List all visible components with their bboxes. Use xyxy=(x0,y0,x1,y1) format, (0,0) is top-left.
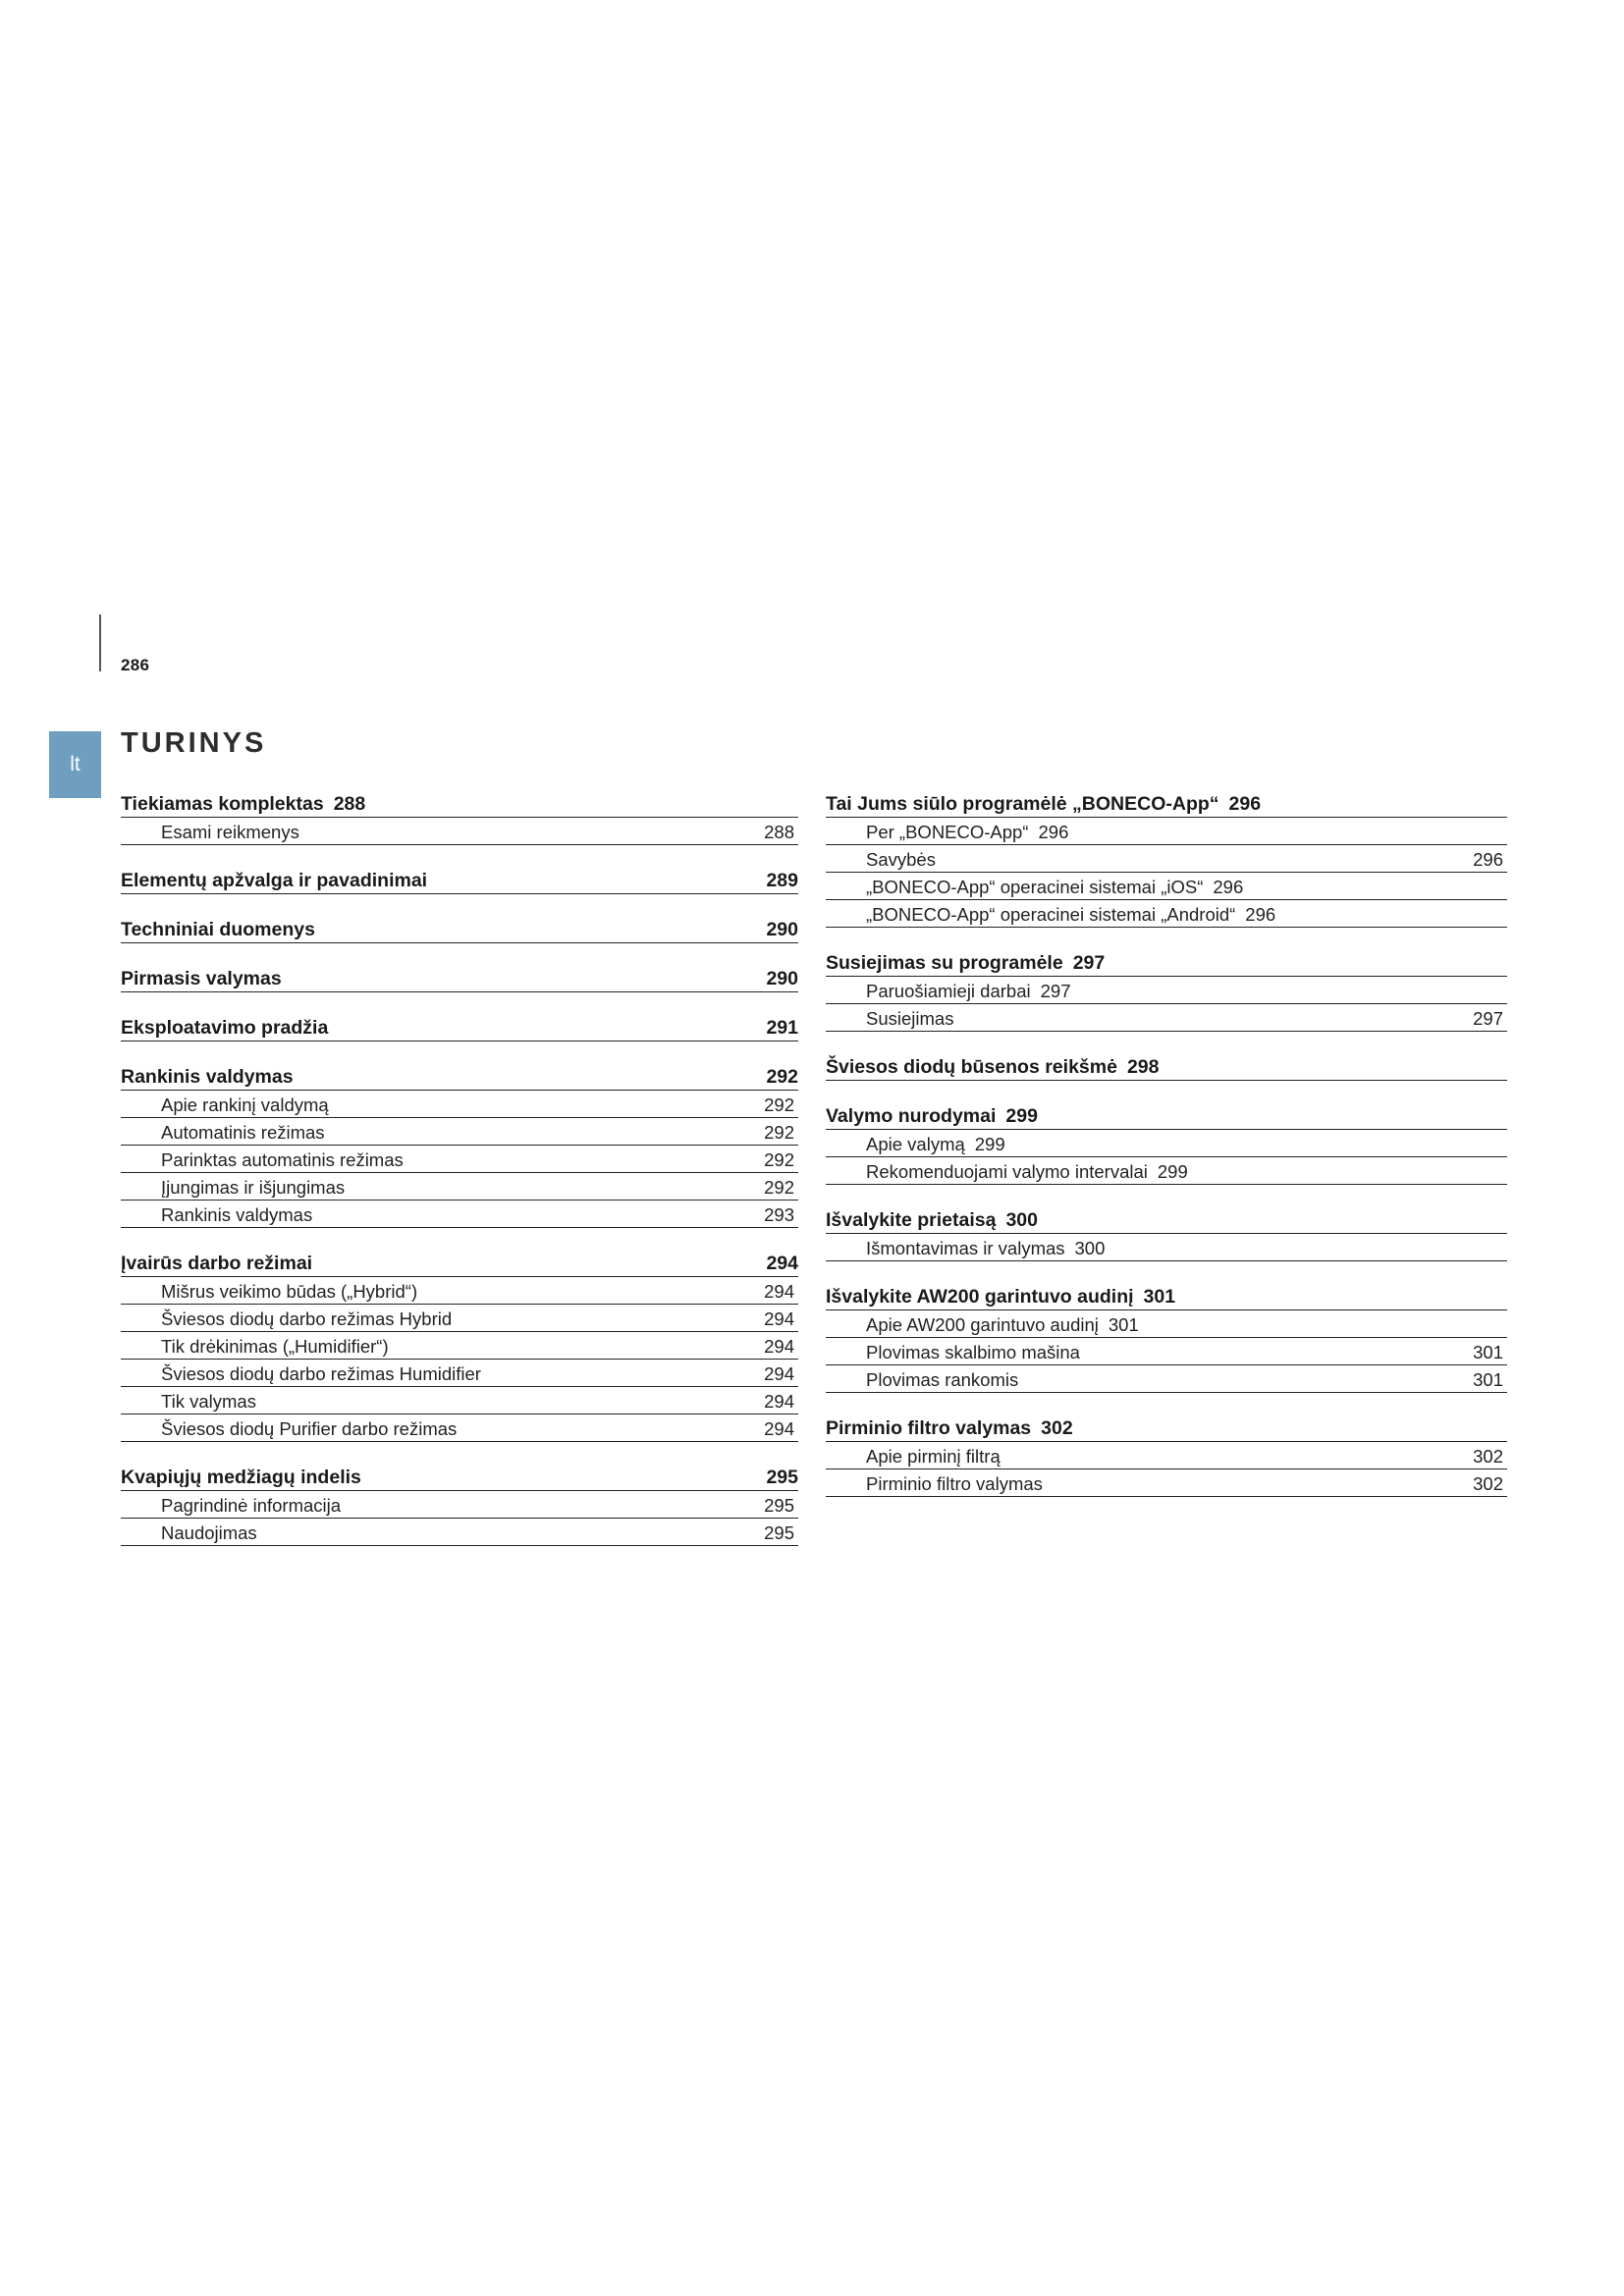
toc-section xyxy=(121,916,798,943)
toc-label-text: Įvairūs darbo režimai xyxy=(121,1252,313,1274)
toc-label-text: Naudojimas xyxy=(161,1522,257,1543)
toc-entry[interactable] xyxy=(121,818,798,845)
toc-entry-label xyxy=(161,1335,389,1357)
toc-page-number: 290 xyxy=(766,918,798,940)
toc-page-number: 302 xyxy=(1473,1445,1503,1467)
toc-section-heading[interactable] xyxy=(826,1102,1507,1130)
toc-entry-label xyxy=(866,1313,1139,1335)
toc-section xyxy=(121,965,798,992)
toc-label-text: Tai Jums siūlo programėlė „BONECO-App“ xyxy=(826,792,1219,815)
toc-page-number: 294 xyxy=(764,1390,794,1412)
toc-label-text: Esami reikmenys xyxy=(161,821,299,842)
toc-heading-label xyxy=(121,967,282,989)
toc-label-text: Tik drėkinimas („Humidifier“) xyxy=(161,1335,389,1357)
toc-entry[interactable] xyxy=(121,1415,798,1442)
toc-entry[interactable] xyxy=(826,1130,1507,1157)
toc-heading-label xyxy=(121,792,366,815)
toc-label-text: Tiekiamas komplektas xyxy=(121,792,324,815)
toc-label-text: Šviesos diodų būsenos reikšmė xyxy=(826,1055,1117,1078)
toc-heading-label xyxy=(826,951,1106,974)
toc-heading-label xyxy=(826,1285,1176,1308)
toc-section xyxy=(121,1250,798,1442)
toc-entry-label xyxy=(161,1310,452,1329)
toc-page-number: 290 xyxy=(766,967,798,989)
toc-page-number: 289 xyxy=(766,869,798,891)
toc-entry-label xyxy=(161,1417,458,1439)
toc-heading-label xyxy=(121,1016,329,1039)
toc-page-number: 294 xyxy=(764,1335,794,1357)
toc-section-heading[interactable] xyxy=(121,867,798,894)
toc-entry-label xyxy=(161,1096,329,1115)
toc-inline-page-number: 296 xyxy=(1038,821,1069,842)
toc-inline-page-number: 298 xyxy=(1126,1055,1160,1078)
toc-entry-label xyxy=(866,1341,1080,1362)
toc-label-text: Šviesos diodų darbo režimas Humidifier xyxy=(161,1362,481,1384)
toc-label-text: Išvalykite AW200 garintuvo audinį xyxy=(826,1285,1134,1308)
toc-section xyxy=(826,949,1507,1032)
toc-entry[interactable] xyxy=(826,900,1507,928)
toc-heading-label xyxy=(121,918,315,940)
toc-entry[interactable] xyxy=(826,1442,1507,1469)
toc-section-heading[interactable] xyxy=(121,1014,798,1041)
toc-section-heading[interactable] xyxy=(826,1283,1507,1310)
toc-label-text: Išmontavimas ir valymas xyxy=(866,1237,1065,1258)
toc-page-number: 292 xyxy=(764,1094,794,1115)
toc-entry[interactable] xyxy=(121,1305,798,1332)
toc-label-text: Apie rankinį valdymą xyxy=(161,1094,329,1115)
toc-section xyxy=(121,867,798,894)
toc-entry[interactable] xyxy=(121,1118,798,1146)
toc-section xyxy=(826,1415,1507,1497)
toc-page-number: 295 xyxy=(764,1522,794,1543)
toc-page-number: 294 xyxy=(764,1308,794,1329)
toc-entry-label xyxy=(161,1524,257,1543)
toc-entry[interactable] xyxy=(826,1365,1507,1393)
toc-label-text: Apie pirminį filtrą xyxy=(866,1445,1001,1467)
toc-section-heading[interactable] xyxy=(121,1464,798,1491)
toc-page-number: 292 xyxy=(764,1148,794,1170)
toc-label-text: Techniniai duomenys xyxy=(121,918,315,940)
toc-section xyxy=(826,1283,1507,1393)
toc-section-heading[interactable] xyxy=(826,790,1507,818)
toc-entry-label xyxy=(161,1390,256,1412)
toc-entry-label xyxy=(161,1362,481,1384)
toc-inline-page-number: 299 xyxy=(974,1133,1005,1154)
toc-page-number: 294 xyxy=(764,1417,794,1439)
toc-page-number: 302 xyxy=(1473,1472,1503,1494)
toc-entry-label xyxy=(866,980,1071,1001)
toc-entry-label xyxy=(866,848,936,870)
toc-label-text: Eksploatavimo pradžia xyxy=(121,1016,329,1039)
toc-entry-label xyxy=(161,821,299,842)
toc-entry[interactable] xyxy=(826,845,1507,873)
toc-page-number: 295 xyxy=(764,1494,794,1516)
toc-section-heading[interactable] xyxy=(826,949,1507,977)
toc-entry[interactable] xyxy=(826,1469,1507,1497)
toc-page-number: 293 xyxy=(764,1203,794,1225)
toc-inline-page-number: 296 xyxy=(1245,903,1276,925)
toc-page-number: 288 xyxy=(764,821,794,842)
toc-section-heading[interactable] xyxy=(826,1206,1507,1234)
toc-heading-label xyxy=(826,1416,1073,1439)
toc-inline-page-number: 296 xyxy=(1213,876,1244,897)
toc-page-number: 296 xyxy=(1473,848,1503,870)
toc-inline-page-number: 296 xyxy=(1228,792,1262,815)
toc-page-number: 294 xyxy=(764,1362,794,1384)
toc-label-text: Elementų apžvalga ir pavadinimai xyxy=(121,869,428,891)
toc-label-text: Šviesos diodų Purifier darbo režimas xyxy=(161,1417,458,1439)
toc-section xyxy=(121,790,798,845)
toc-label-text: Tik valymas xyxy=(161,1390,256,1412)
page-number: 286 xyxy=(121,656,150,674)
toc-entry[interactable] xyxy=(121,1277,798,1305)
toc-heading-label xyxy=(826,792,1262,815)
toc-page-number: 301 xyxy=(1473,1368,1503,1390)
toc-label-text: Pagrindinė informacija xyxy=(161,1494,342,1516)
toc-entry-label xyxy=(161,1280,418,1302)
toc-section-heading[interactable] xyxy=(826,1053,1507,1081)
toc-section-heading[interactable] xyxy=(121,1250,798,1277)
toc-section xyxy=(121,1464,798,1546)
toc-title: TURINYS xyxy=(121,727,267,759)
toc-label-text: Rankinis valdymas xyxy=(161,1203,313,1225)
toc-inline-page-number: 299 xyxy=(1157,1160,1188,1182)
toc-entry-label xyxy=(866,1472,1043,1494)
toc-page-number: 295 xyxy=(766,1466,798,1488)
toc-label-text: Pirminio filtro valymas xyxy=(826,1416,1032,1439)
toc-entry[interactable] xyxy=(826,1157,1507,1185)
toc-entry[interactable] xyxy=(826,873,1507,900)
toc-entry[interactable] xyxy=(121,1332,798,1360)
language-tab: lt xyxy=(49,731,101,798)
toc-inline-page-number: 301 xyxy=(1143,1285,1176,1308)
toc-entry[interactable] xyxy=(121,1146,798,1173)
toc-entry[interactable] xyxy=(121,1091,798,1118)
toc-label-text: Plovimas rankomis xyxy=(866,1368,1019,1390)
toc-inline-page-number: 297 xyxy=(1040,980,1071,1001)
toc-section xyxy=(826,1102,1507,1185)
toc-label-text: Paruošiamieji darbai xyxy=(866,980,1031,1001)
toc-heading-label xyxy=(121,1065,294,1088)
toc-label-text: Per „BONECO-App“ xyxy=(866,821,1029,842)
toc-section xyxy=(826,1206,1507,1261)
toc-right-column xyxy=(826,790,1507,1519)
toc-inline-page-number: 288 xyxy=(333,792,366,815)
toc-entry-label xyxy=(866,876,1244,897)
toc-left-column xyxy=(121,790,798,1568)
toc-inline-page-number: 302 xyxy=(1041,1416,1073,1439)
toc-heading-label xyxy=(826,1104,1038,1127)
toc-section-heading[interactable] xyxy=(826,1415,1507,1442)
toc-entry-label xyxy=(866,1237,1106,1258)
toc-heading-label xyxy=(121,869,428,891)
toc-section-heading[interactable] xyxy=(121,790,798,818)
toc-label-text: „BONECO-App“ operacinei sistemai „iOS“ xyxy=(866,876,1204,897)
toc-label-text: Apie valymą xyxy=(866,1133,965,1154)
toc-section-heading[interactable] xyxy=(121,965,798,992)
toc-label-text: Automatinis režimas xyxy=(161,1121,325,1143)
toc-entry-label xyxy=(866,1445,1001,1467)
toc-inline-page-number: 301 xyxy=(1108,1313,1139,1335)
toc-entry-label xyxy=(161,1121,325,1143)
toc-entry-label xyxy=(866,903,1276,925)
toc-label-text: Parinktas automatinis režimas xyxy=(161,1148,404,1170)
toc-label-text: Savybės xyxy=(866,848,936,870)
toc-section xyxy=(826,1053,1507,1081)
toc-label-text: Įjungimas ir išjungimas xyxy=(161,1176,346,1198)
toc-section xyxy=(826,790,1507,928)
toc-heading-label xyxy=(121,1252,313,1274)
toc-label-text: Kvapiųjų medžiagų indelis xyxy=(121,1466,361,1488)
toc-entry[interactable] xyxy=(121,1173,798,1201)
toc-inline-page-number: 300 xyxy=(1074,1237,1106,1258)
toc-entry-label xyxy=(866,1160,1188,1182)
toc-page-number: 292 xyxy=(764,1176,794,1198)
toc-entry[interactable] xyxy=(121,1491,798,1519)
toc-entry[interactable] xyxy=(121,1201,798,1228)
toc-inline-page-number: 299 xyxy=(1005,1104,1038,1127)
toc-entry-label xyxy=(161,1494,342,1516)
toc-entry-label xyxy=(866,1007,954,1029)
toc-entry[interactable] xyxy=(826,1338,1507,1365)
toc-section-heading[interactable] xyxy=(121,1063,798,1091)
toc-label-text: Rekomenduojami valymo intervalai xyxy=(866,1160,1148,1182)
toc-inline-page-number: 300 xyxy=(1005,1208,1038,1231)
toc-heading-label xyxy=(826,1208,1038,1231)
toc-entry-label xyxy=(161,1203,313,1225)
toc-label-text: Rankinis valdymas xyxy=(121,1065,294,1088)
toc-label-text: Mišrus veikimo būdas („Hybrid“) xyxy=(161,1280,418,1302)
toc-entry-label xyxy=(866,1133,1005,1154)
toc-label-text: Apie AW200 garintuvo audinį xyxy=(866,1313,1099,1335)
toc-entry-label xyxy=(866,821,1069,842)
toc-heading-label xyxy=(826,1055,1160,1078)
toc-page-number: 294 xyxy=(764,1280,794,1302)
page-margin-rule xyxy=(99,614,101,671)
toc-entry[interactable] xyxy=(826,1234,1507,1261)
toc-heading-label xyxy=(121,1468,361,1488)
toc-label-text: Plovimas skalbimo mašina xyxy=(866,1341,1080,1362)
toc-inline-page-number: 297 xyxy=(1072,951,1106,974)
toc-entry[interactable] xyxy=(121,1519,798,1546)
toc-page-number: 301 xyxy=(1473,1341,1503,1362)
toc-entry[interactable] xyxy=(121,1387,798,1415)
toc-label-text: Pirminio filtro valymas xyxy=(866,1472,1043,1494)
toc-page-number: 292 xyxy=(766,1065,798,1088)
toc-label-text: Šviesos diodų darbo režimas Hybrid xyxy=(161,1308,453,1329)
toc-label-text: Išvalykite prietaisą xyxy=(826,1208,997,1231)
toc-entry[interactable] xyxy=(826,1004,1507,1032)
toc-page-number: 294 xyxy=(766,1252,798,1274)
toc-page-number: 292 xyxy=(764,1121,794,1143)
toc-section xyxy=(121,1014,798,1041)
toc-section-heading[interactable] xyxy=(121,916,798,943)
toc-entry-label xyxy=(866,1368,1019,1390)
toc-label-text: Susiejimas xyxy=(866,1007,954,1029)
toc-entry-label xyxy=(161,1148,404,1170)
toc-entry[interactable] xyxy=(826,1310,1507,1338)
toc-entry[interactable] xyxy=(826,818,1507,845)
toc-entry[interactable] xyxy=(121,1360,798,1387)
toc-page-number: 297 xyxy=(1473,1007,1503,1029)
toc-label-text: Valymo nurodymai xyxy=(826,1104,997,1127)
toc-label-text: Susiejimas su programėle xyxy=(826,951,1063,974)
toc-entry[interactable] xyxy=(826,977,1507,1004)
toc-section xyxy=(121,1063,798,1228)
toc-entry-label xyxy=(161,1176,346,1198)
toc-page-number: 291 xyxy=(766,1016,798,1039)
toc-label-text: „BONECO-App“ operacinei sistemai „Android“ xyxy=(866,903,1236,925)
toc-label-text: Pirmasis valymas xyxy=(121,967,282,989)
